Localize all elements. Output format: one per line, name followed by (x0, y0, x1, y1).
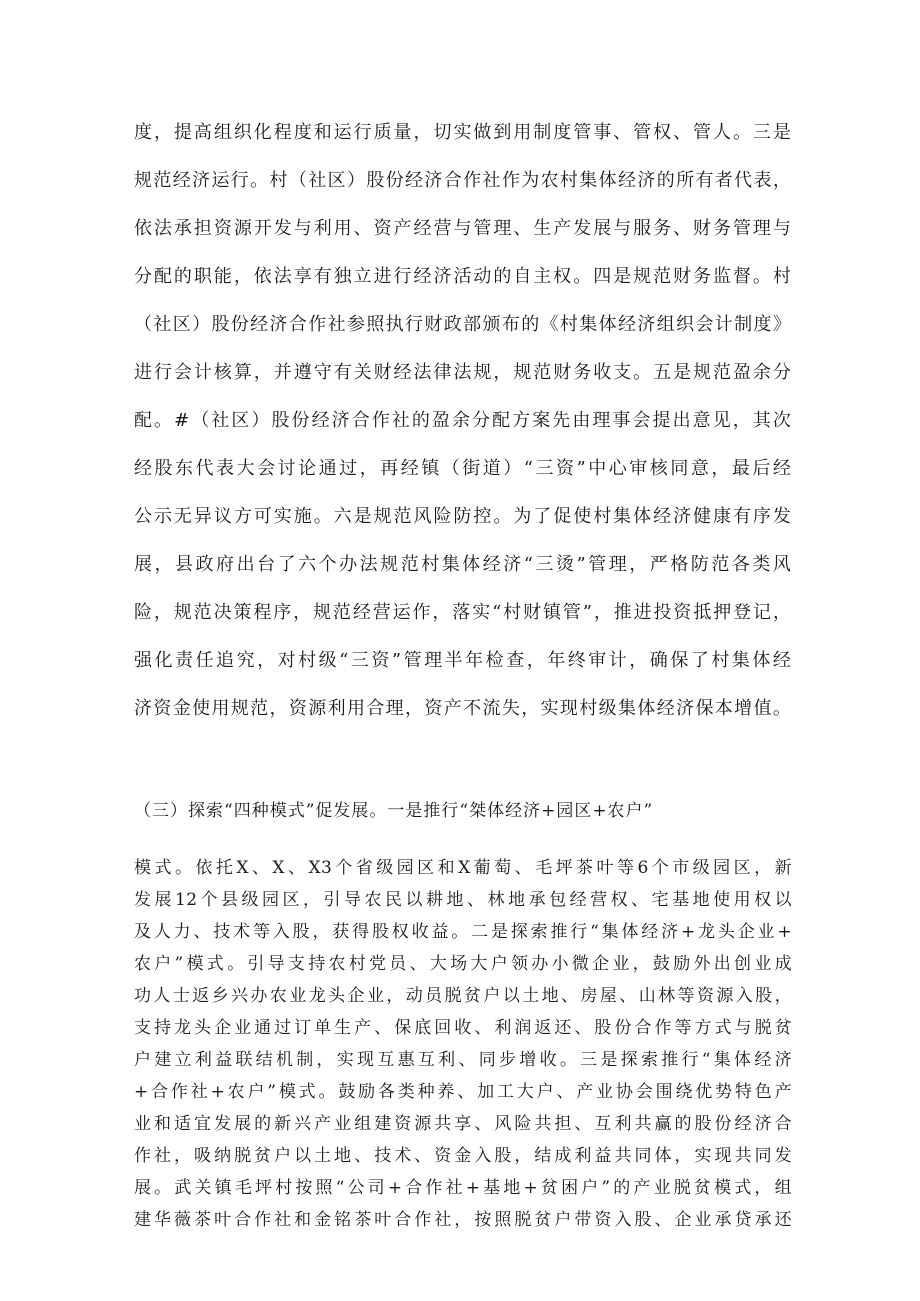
text-line: 度，提高组织化程度和运行质量，切实做到用制度管事、管权、管人。三是 (134, 122, 792, 143)
text-line: 规范经济运行。村（社区）股份经济合作社作为农村集体经济的所有者代表， (134, 170, 792, 191)
text-line: 公示无异议方可实施。六是规范风险防控。为了促使村集体经济健康有序发 (134, 506, 792, 527)
text-line: 作社，吸纳脱贫户以土地、技术、资金入股，结成利益共同体，实现共同发 (134, 1146, 792, 1166)
text-line: 依法承担资源开发与利用、资产经营与管理、生产发展与服务、财务管理与 (134, 218, 792, 239)
text-line: 发展12个县级园区，引导农民以耕地、林地承包经营权、宅基地使用权以 (134, 890, 792, 910)
text-line: 功人士返乡兴办农业龙头企业，动员脱贫户以土地、房屋、山林等资源入股， (134, 986, 792, 1006)
text-line: 进行会计核算，并遵守有关财经法律法规，规范财务收支。五是规范盈余分 (134, 362, 792, 383)
text-line: 农户”模式。引导支持农村党员、大场大户领办小微企业，鼓励外出创业成 (134, 954, 792, 974)
text-line: 及人力、技术等入股，获得股权收益。二是探索推行“集体经济+龙头企业+ (134, 922, 792, 942)
text-line: 强化责任追究，对村级“三资”管理半年检查，年终审计，确保了村集体经 (134, 650, 792, 671)
text-line: 展。武关镇毛坪村按照“公司+合作社+基地+贫困户”的产业脱贫模式，组 (134, 1178, 792, 1198)
text-line: 业和适宜发展的新兴产业组建资源共享、风险共担、互利共赢的股份经济合 (134, 1114, 792, 1134)
text-line: （社区）股份经济合作社参照执行财政部颁布的《村集体经济组织会计制度》 (134, 314, 792, 335)
text-line: 配。#（社区）股份经济合作社的盈余分配方案先由理事会提出意见，其次 (134, 410, 792, 431)
text-line: 户建立利益联结机制，实现互惠互利、同步增收。三是探索推行“集体经济 (134, 1050, 792, 1070)
text-line: 建华薇茶叶合作社和金铭茶叶合作社，按照脱贫户带资入股、企业承贷承还 (134, 1210, 792, 1230)
text-line: +合作社+农户”模式。鼓励各类种养、加工大户、产业协会围绕优势特色产 (134, 1082, 792, 1102)
text-line: 险，规范决策程序，规范经营运作，落实“村财镇管”，推进投资抵押登记， (134, 602, 792, 623)
text-line: 支持龙头企业通过订单生产、保底回收、利润返还、股份合作等方式与脱贫 (134, 1018, 792, 1038)
text-line: 分配的职能，依法享有独立进行经济活动的自主权。四是规范财务监督。村 (134, 266, 792, 287)
text-line: 经股东代表大会讨论通过，再经镇（街道）“三资”中心审核同意，最后经 (134, 458, 792, 479)
text-line: 模式。依托X、X、X3个省级园区和X葡萄、毛坪茶叶等6个市级园区，新 (134, 858, 792, 878)
section-heading: （三）探索“四种模式”促发展。一是推行“桀体经济+园区+农户” (134, 801, 654, 821)
text-line: 展，县政府出台了六个办法规范村集体经济“三烫”管理，严格防范各类风 (134, 554, 792, 575)
text-line: 济资金使用规范，资源利用合理，资产不流失，实现村级集体经济保本增值。 (134, 698, 792, 719)
